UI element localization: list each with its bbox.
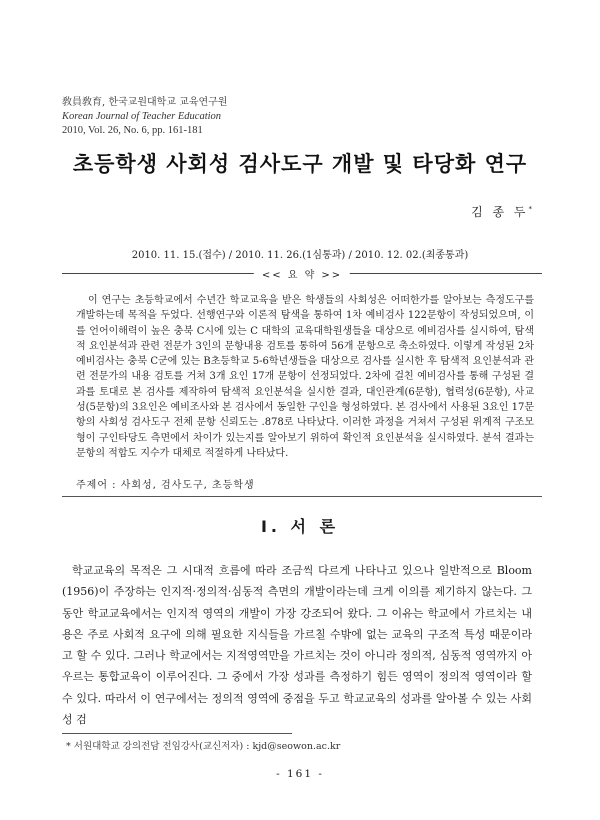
- journal-volume-info: 2010, Vol. 26, No. 6, pp. 161-181: [62, 125, 203, 136]
- abstract-heading: [62, 266, 542, 280]
- author-name: 김 종 두: [471, 205, 529, 219]
- journal-name-english: Korean Journal of Teacher Education: [62, 111, 222, 122]
- page-number: - 161 -: [276, 768, 324, 780]
- journal-header: [62, 96, 227, 138]
- author-footnote-mark: *: [528, 205, 532, 213]
- section-title: Ⅰ. 서 론: [260, 517, 340, 536]
- footnote: * 서원대학교 강의전담 전임강사(교신저자) : kjd@seowon.ac.kr: [66, 741, 341, 752]
- journal-name-korean: 敎員敎育, 한국교원대학교 교육연구원: [62, 97, 228, 108]
- abstract-heading-label: << 요 약 >>: [254, 266, 350, 281]
- body-paragraph: 학교교육의 목적은 그 시대적 흐름에 따라 조금씩 다르게 나타나고 있으나 일반적으로 Bloom (1956)이 주장하는 인지적·정의적·심동적 측면의 개발이라는데 크게 이의를 제기하지 않는다. 그 동안 학교교육에서는 인지적 영역의 개발이 가장 강조되어 왔다. 그 이유는 학교에서 가르치는 내용은 주로 사회적 요구에 의해 필요한 지식들을 가르칠 수밖에 없는 교육의 구조적 특성 때문이라고 할 수 있다. 그러나 학교에서는 지적영역만을 가르치는 것이 아니라 정의적, 심동적 영역까지 아우르는 통합교육이 이루어진다. 그 중에서 가장 성과를 측정하기 힘든 영역이 정의적 영역이라 할 수 있다. 따라서 이 연구에서는 정의적 영역에 중점을 두고 학교교육의 성과를 알아볼 수 있는 사회성 검: [62, 564, 532, 727]
- footnote-divider: [62, 733, 292, 734]
- paper-title: 초등학생 사회성 검사도구 개발 및 타당화 연구: [72, 152, 528, 176]
- keywords-divider: [62, 496, 542, 497]
- submission-dates: 2010. 11. 15.(접수) / 2010. 11. 26.(1심통과) / 2010. 12. 02.(최종통과): [131, 250, 469, 261]
- author: [471, 203, 532, 220]
- abstract-text: 이 연구는 초등학교에서 수년간 학교교육을 받은 학생들의 사회성은 어떠한가를 알아보는 측정도구를 개발하는데 목적을 두었다. 선행연구와 이론적 탐색을 통하여 1차 예비검사 122문항이 작성되었으며, 이를 언어이해력이 높은 충북 C시에 있는 C 대학의 교육대학원생들을 대상으로 예비검사를 실시하여, 탐색적 요인분석과 관련 전문가 3인의 문항내용 검토를 통하여 56개 문항으로 축소하였다. 이렇게 작성된 2차 예비검사는 충북 C군에 있는 B초등학교 5-6학년생들을 대상으로 검사를 실시한 후 탐색적 요인분석과 관련 전문가의 내용 검토를 거쳐 3개 요인 17개 문항이 선정되었다. 2차에 걸친 예비검사를 통해 구성된 결과를 토대로 본 검사를 제작하여 탐색적 요인분석을 실시한 결과, 대인관계(6문항), 협력성(6문항), 사교성(5문항)의 3요인은 예비조사와 본 검사에서 동일한 구인을 형성하였다. 본 검사에서 사용된 3요인 17문항의 사회성 검사도구 전체 문항 신뢰도는 .878로 나타났다. 이러한 과정을 거쳐서 구성된 위계적 구조모형이 구인타당도 측면에서 차이가 있는지를 알아보기 위하여 확인적 요인분석을 실시하였다. 분석 결과는 문항의 적합도 지수가 대체로 적절하게 나타났다.: [76, 295, 534, 459]
- keywords: 주제어 : 사회성, 검사도구, 초등학생: [76, 480, 255, 491]
